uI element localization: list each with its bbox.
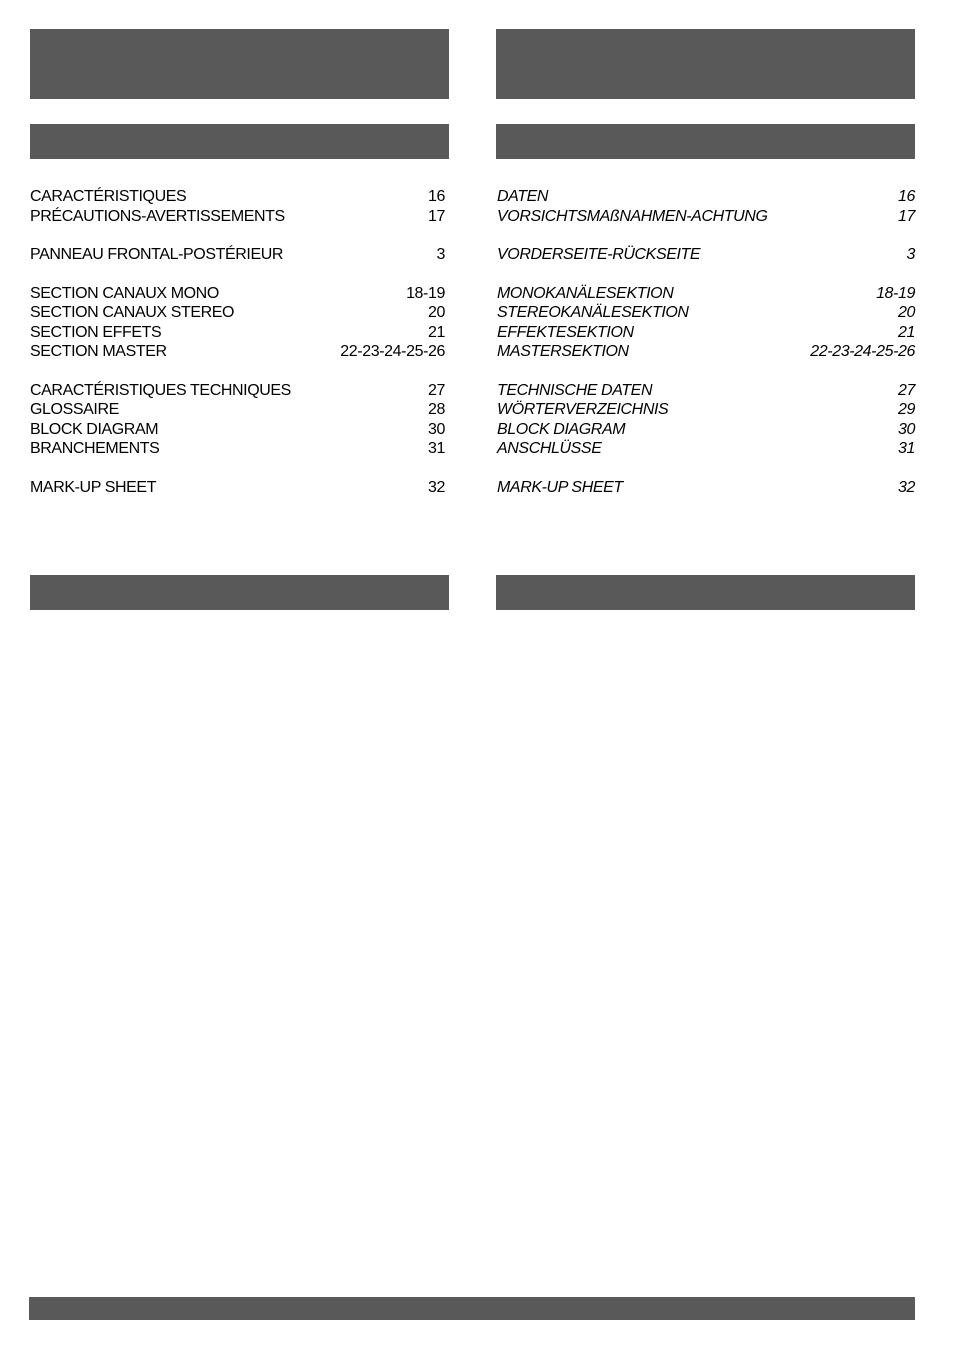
toc-group xyxy=(497,284,915,362)
toc-entry-page: 32 xyxy=(898,478,915,496)
toc-entry[interactable] xyxy=(30,381,445,401)
toc-entry[interactable] xyxy=(497,303,915,323)
toc-group xyxy=(497,381,915,459)
toc-entry-label: BLOCK DIAGRAM xyxy=(30,420,159,438)
toc-entry[interactable] xyxy=(497,420,915,440)
toc-entry[interactable] xyxy=(30,284,445,304)
header-bar-right xyxy=(496,29,915,99)
toc-group xyxy=(497,187,915,226)
toc-entry-page: 30 xyxy=(428,420,445,438)
toc-entry-page: 22-23-24-25-26 xyxy=(340,343,445,360)
toc-entry-page: 3 xyxy=(436,246,445,263)
section-bar-right xyxy=(496,575,915,610)
toc-entry[interactable] xyxy=(30,420,445,440)
toc-entry-page: 32 xyxy=(428,478,445,496)
toc-entry-page: 28 xyxy=(428,401,445,418)
toc-entry-label: MASTERSEKTION xyxy=(497,343,629,360)
toc-entry[interactable] xyxy=(30,323,445,343)
toc-entry[interactable] xyxy=(497,478,915,498)
toc-group xyxy=(30,284,445,362)
toc-entry-label: PRÉCAUTIONS-AVERTISSEMENTS xyxy=(30,207,285,225)
toc-entry[interactable] xyxy=(30,439,445,459)
toc-group xyxy=(30,478,445,498)
toc-entry[interactable] xyxy=(30,400,445,420)
toc-group xyxy=(497,245,915,265)
toc-entry[interactable] xyxy=(497,439,915,459)
toc-entry-label: SECTION CANAUX STEREO xyxy=(30,304,235,321)
toc-entry-page: 16 xyxy=(898,188,915,205)
toc-entry-page: 20 xyxy=(428,304,445,321)
section-bar-left xyxy=(30,575,449,610)
toc-group xyxy=(497,478,915,498)
toc-entry-label: STEREOKANÄLESEKTION xyxy=(497,304,689,321)
toc-entry[interactable] xyxy=(497,381,915,401)
toc-entry-label: MARK-UP SHEET xyxy=(497,478,623,496)
toc-entry-label: BLOCK DIAGRAM xyxy=(497,420,626,438)
toc-group xyxy=(30,187,445,226)
subheader-bar-left xyxy=(30,124,449,159)
toc-entry-page: 21 xyxy=(898,323,915,341)
toc-entry-label: SECTION EFFETS xyxy=(30,323,162,341)
toc-entry-label: TECHNISCHE DATEN xyxy=(497,381,653,399)
toc-entry-page: 27 xyxy=(898,381,915,399)
toc-entry-page: 31 xyxy=(898,440,915,457)
toc-entry[interactable] xyxy=(30,342,445,362)
toc-entry-page: 27 xyxy=(428,381,445,399)
toc-entry-label: ANSCHLÜSSE xyxy=(497,440,602,457)
toc-entry-label: GLOSSAIRE xyxy=(30,401,119,418)
toc-french xyxy=(30,187,445,516)
toc-entry-label: CARACTÉRISTIQUES xyxy=(30,188,187,205)
toc-entry-label: DATEN xyxy=(497,188,549,205)
toc-entry-page: 20 xyxy=(898,304,915,321)
toc-entry[interactable] xyxy=(497,323,915,343)
toc-entry[interactable] xyxy=(497,284,915,304)
toc-entry-label: VORDERSEITE-RÜCKSEITE xyxy=(497,246,701,263)
header-bar-left xyxy=(30,29,449,99)
toc-entry-label: EFFEKTESEKTION xyxy=(497,323,634,341)
toc-entry-page: 16 xyxy=(428,188,445,205)
toc-entry-label: MARK-UP SHEET xyxy=(30,478,157,496)
toc-group xyxy=(30,245,445,265)
toc-entry[interactable] xyxy=(30,207,445,227)
toc-entry-label: CARACTÉRISTIQUES TECHNIQUES xyxy=(30,381,291,399)
toc-entry-page: 18-19 xyxy=(876,284,915,302)
toc-entry-page: 17 xyxy=(428,207,445,225)
toc-entry-label: MONOKANÄLESEKTION xyxy=(497,284,674,302)
toc-entry[interactable] xyxy=(30,478,445,498)
toc-entry-page: 18-19 xyxy=(406,284,445,302)
toc-entry-page: 31 xyxy=(428,440,445,457)
toc-entry-label: WÖRTERVERZEICHNIS xyxy=(497,401,669,418)
toc-entry-label: SECTION MASTER xyxy=(30,343,167,360)
toc-group xyxy=(30,381,445,459)
toc-entry[interactable] xyxy=(30,303,445,323)
toc-entry-page: 17 xyxy=(898,207,915,225)
toc-entry[interactable] xyxy=(497,400,915,420)
toc-entry[interactable] xyxy=(497,207,915,227)
toc-entry[interactable] xyxy=(30,245,445,265)
toc-entry[interactable] xyxy=(497,245,915,265)
toc-entry-page: 29 xyxy=(898,401,915,418)
toc-entry-label: VORSICHTSMAßNAHMEN-ACHTUNG xyxy=(497,207,768,225)
toc-entry[interactable] xyxy=(497,342,915,362)
toc-entry-page: 3 xyxy=(906,246,915,263)
toc-entry-page: 30 xyxy=(898,420,915,438)
toc-entry-page: 21 xyxy=(428,323,445,341)
toc-german xyxy=(497,187,915,516)
toc-entry-label: BRANCHEMENTS xyxy=(30,440,160,457)
toc-entry[interactable] xyxy=(30,187,445,207)
toc-entry-page: 22-23-24-25-26 xyxy=(810,343,915,360)
toc-entry-label: PANNEAU FRONTAL-POSTÉRIEUR xyxy=(30,246,284,263)
toc-entry[interactable] xyxy=(497,187,915,207)
toc-entry-label: SECTION CANAUX MONO xyxy=(30,284,219,302)
footer-bar xyxy=(29,1297,915,1320)
subheader-bar-right xyxy=(496,124,915,159)
